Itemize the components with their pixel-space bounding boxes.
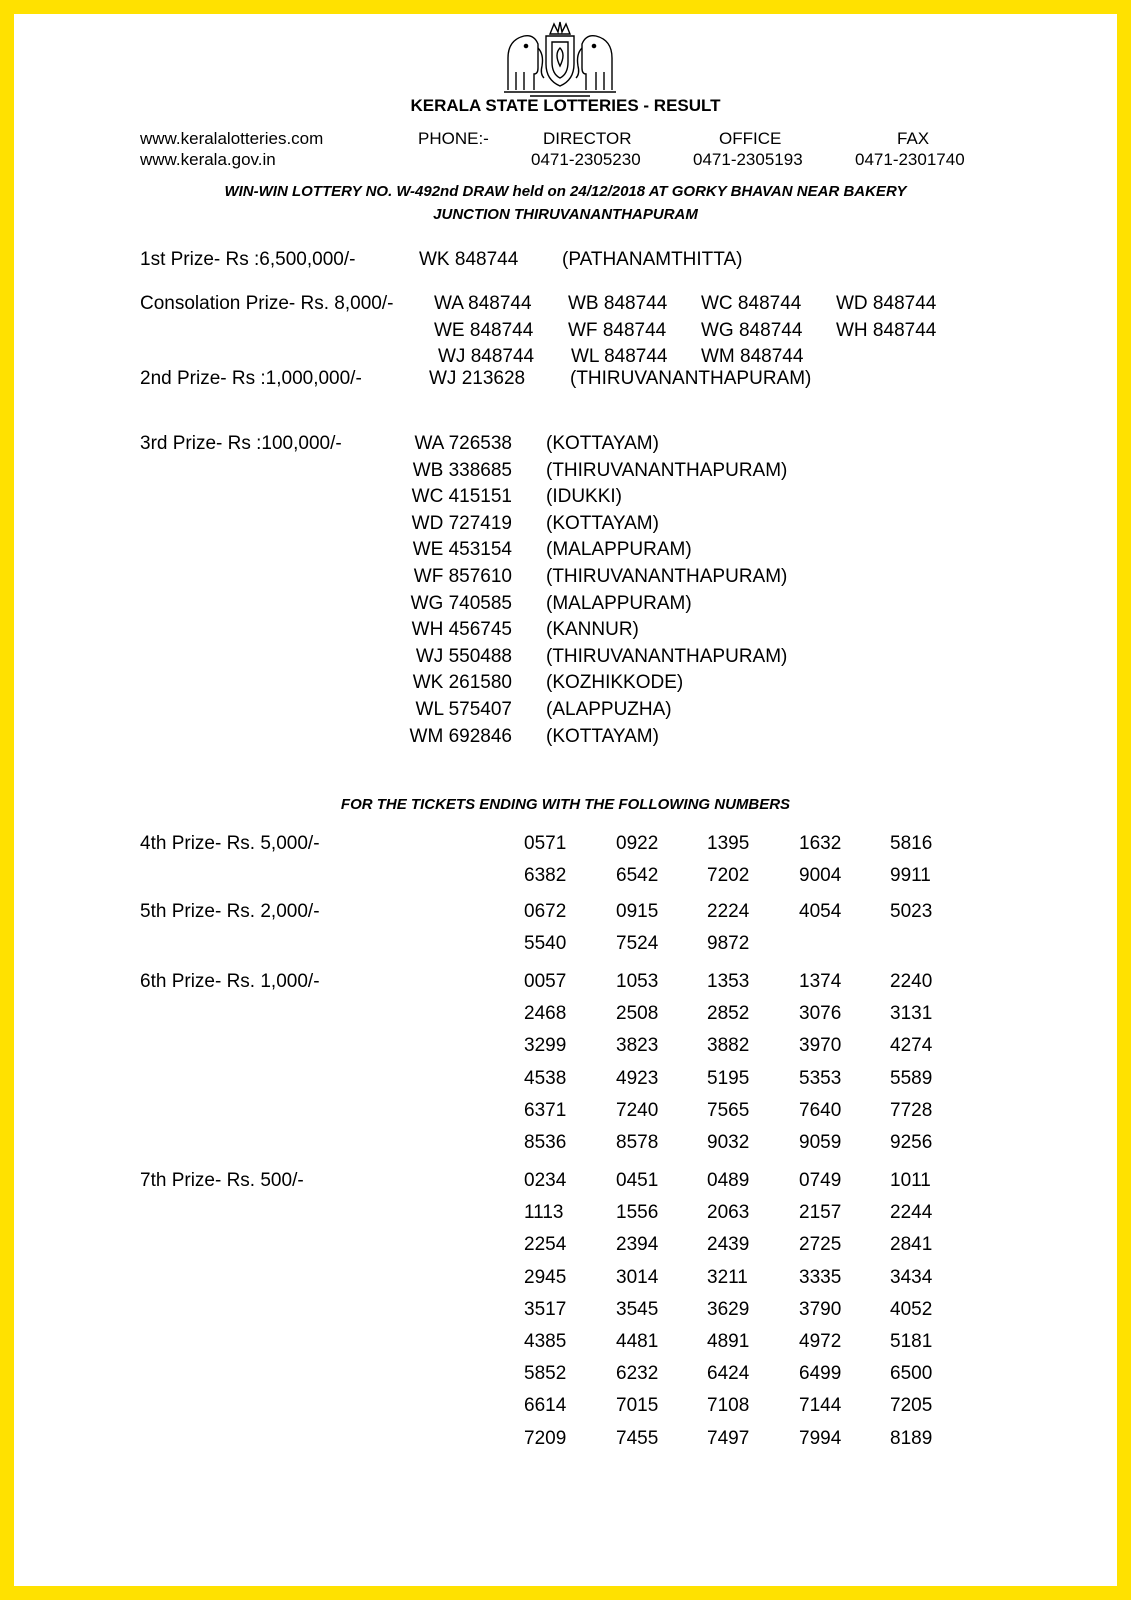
ending-number: 1632 xyxy=(799,833,842,854)
third-prize-ticket: WF 857610 xyxy=(413,566,512,587)
ending-number: 8189 xyxy=(890,1427,933,1449)
kerala-state-emblem xyxy=(500,18,620,98)
ending-number: 4052 xyxy=(890,1298,933,1320)
ending-number: 3299 xyxy=(524,1035,567,1057)
ending-number: 3545 xyxy=(616,1298,659,1320)
ending-number: 4274 xyxy=(890,1035,933,1057)
ending-number: 9059 xyxy=(799,1132,842,1153)
ending-number: 2439 xyxy=(707,1234,750,1256)
second-prize-place: (THIRUVANANTHAPURAM) xyxy=(570,368,812,389)
sixth-prize-label: 6th Prize- Rs. 1,000/- xyxy=(140,971,320,992)
ending-number: 4891 xyxy=(707,1331,750,1352)
ending-number: 9256 xyxy=(890,1132,933,1153)
ending-number: 0922 xyxy=(616,833,659,854)
third-prize-place: (MALAPPURAM) xyxy=(546,592,692,614)
ending-number: 0489 xyxy=(707,1170,750,1191)
ending-number: 7524 xyxy=(616,933,659,955)
ending-number: 3211 xyxy=(707,1266,748,1288)
ending-number: 6232 xyxy=(616,1363,659,1385)
consolation-ticket: WA 848744 xyxy=(434,293,532,314)
draw-info-line2: JUNCTION THIRUVANANTHAPURAM xyxy=(433,206,698,223)
ending-number: 4054 xyxy=(799,901,842,922)
ending-number: 7994 xyxy=(799,1427,842,1449)
ending-number: 4972 xyxy=(799,1331,842,1352)
ending-number: 2240 xyxy=(890,971,933,992)
ending-number: 8578 xyxy=(616,1132,659,1153)
ending-number: 5353 xyxy=(799,1067,842,1089)
ending-number: 6424 xyxy=(707,1363,750,1385)
consolation-prize-label: Consolation Prize- Rs. 8,000/- xyxy=(140,293,394,314)
ending-number: 2244 xyxy=(890,1202,933,1224)
ending-number: 7240 xyxy=(616,1099,659,1121)
ending-number: 6542 xyxy=(616,865,659,887)
third-prize-ticket: WM 692846 xyxy=(409,725,512,747)
third-prize-place: (ALAPPUZHA) xyxy=(546,699,672,720)
ending-number: 0451 xyxy=(616,1170,659,1191)
ending-number: 6614 xyxy=(524,1395,567,1417)
ending-number: 1353 xyxy=(707,971,750,992)
ending-number: 9911 xyxy=(890,865,931,887)
consolation-ticket: WD 848744 xyxy=(836,293,937,314)
third-prize-ticket: WL 575407 xyxy=(415,699,512,720)
third-prize-place: (KOTTAYAM) xyxy=(546,512,659,534)
consolation-ticket: WM 848744 xyxy=(701,346,804,367)
ending-number: 3076 xyxy=(799,1003,842,1025)
ending-number: 5023 xyxy=(890,901,933,922)
ending-number: 2852 xyxy=(707,1003,750,1025)
ending-number: 3014 xyxy=(616,1266,659,1288)
ending-number: 5181 xyxy=(890,1331,933,1352)
ending-number: 7202 xyxy=(707,865,750,887)
ending-number: 2394 xyxy=(616,1234,659,1256)
second-prize-ticket: WJ 213628 xyxy=(429,368,526,389)
ending-number: 3434 xyxy=(890,1266,933,1288)
ending-number: 2508 xyxy=(616,1003,659,1025)
consolation-ticket: WJ 848744 xyxy=(438,346,535,367)
ending-number: 6371 xyxy=(524,1099,567,1121)
fourth-prize-label: 4th Prize- Rs. 5,000/- xyxy=(140,833,320,854)
ending-number: 6500 xyxy=(890,1363,933,1385)
ending-number: 3882 xyxy=(707,1035,750,1057)
ending-number: 5816 xyxy=(890,833,933,854)
draw-info-line1: WIN-WIN LOTTERY NO. W-492nd DRAW held on 24/12/2018 AT GORKY BHAVAN NEAR BAKERY xyxy=(224,183,907,200)
ending-number: 1395 xyxy=(707,833,750,854)
ending-number: 9004 xyxy=(799,865,842,887)
ending-number: 5852 xyxy=(524,1363,567,1385)
consolation-ticket: WE 848744 xyxy=(434,320,534,341)
ending-number: 9032 xyxy=(707,1132,750,1153)
ending-number: 6499 xyxy=(799,1363,842,1385)
ending-number: 2063 xyxy=(707,1202,750,1224)
third-prize-place: (MALAPPURAM) xyxy=(546,539,692,561)
ending-number: 7015 xyxy=(616,1395,659,1417)
third-prize-ticket: WA 726538 xyxy=(414,433,512,454)
third-prize-ticket: WD 727419 xyxy=(411,512,512,534)
ending-number: 5589 xyxy=(890,1067,933,1089)
third-prize-place: (THIRUVANANTHAPURAM) xyxy=(546,566,788,587)
ending-number: 4385 xyxy=(524,1331,567,1352)
ending-number: 3790 xyxy=(799,1298,842,1320)
ending-number: 6382 xyxy=(524,865,567,887)
third-prize-place: (KOTTAYAM) xyxy=(546,725,659,747)
fax-label: FAX xyxy=(897,129,930,148)
ending-number: 2157 xyxy=(799,1202,842,1224)
third-prize-ticket: WG 740585 xyxy=(410,592,512,614)
website-link-lotteries[interactable]: www.keralalotteries.com xyxy=(140,129,324,148)
ending-number: 7455 xyxy=(616,1427,659,1449)
office-label: OFFICE xyxy=(719,129,782,148)
third-prize-place: (THIRUVANANTHAPURAM) xyxy=(546,459,788,481)
office-phone: 0471-2305193 xyxy=(693,150,803,169)
consolation-ticket: WB 848744 xyxy=(568,293,668,314)
website-link-gov[interactable]: www.kerala.gov.in xyxy=(140,150,276,169)
third-prize-ticket: WC 415151 xyxy=(411,486,512,508)
ending-numbers-heading: FOR THE TICKETS ENDING WITH THE FOLLOWING NUMBERS xyxy=(340,796,791,813)
third-prize-label: 3rd Prize- Rs :100,000/- xyxy=(140,433,342,454)
ending-number: 9872 xyxy=(707,933,750,955)
ending-number: 4538 xyxy=(524,1067,567,1089)
director-label: DIRECTOR xyxy=(543,129,632,148)
ending-number: 4923 xyxy=(616,1067,659,1089)
ending-number: 0672 xyxy=(524,901,567,922)
ending-number: 7728 xyxy=(890,1099,933,1121)
third-prize-ticket: WK 261580 xyxy=(412,672,512,694)
first-prize-label: 1st Prize- Rs :6,500,000/- xyxy=(140,249,356,270)
ending-number: 1556 xyxy=(616,1202,659,1224)
ending-number: 7144 xyxy=(799,1395,842,1417)
consolation-ticket: WC 848744 xyxy=(701,293,802,314)
ending-number: 7209 xyxy=(524,1427,567,1449)
ending-number: 0057 xyxy=(524,971,567,992)
ending-number: 1113 xyxy=(524,1202,564,1224)
ending-number: 2841 xyxy=(890,1234,933,1256)
third-prize-place: (KOTTAYAM) xyxy=(546,433,659,454)
third-prize-ticket: WB 338685 xyxy=(412,459,512,481)
consolation-ticket: WL 848744 xyxy=(571,346,668,367)
ending-number: 7565 xyxy=(707,1099,750,1121)
ending-number: 3629 xyxy=(707,1298,750,1320)
ending-number: 7108 xyxy=(707,1395,750,1417)
page-title: KERALA STATE LOTTERIES - RESULT xyxy=(410,96,721,115)
director-phone: 0471-2305230 xyxy=(531,150,641,169)
third-prize-place: (KOZHIKKODE) xyxy=(546,672,684,694)
ending-number: 3970 xyxy=(799,1035,842,1057)
ending-number: 0915 xyxy=(616,901,659,922)
ending-number: 2945 xyxy=(524,1266,567,1288)
consolation-ticket: WF 848744 xyxy=(568,320,667,341)
first-prize-ticket: WK 848744 xyxy=(419,249,519,270)
ending-number: 0571 xyxy=(524,833,567,854)
third-prize-ticket: WH 456745 xyxy=(411,619,512,641)
third-prize-place: (IDUKKI) xyxy=(546,486,622,508)
ending-number: 7497 xyxy=(707,1427,750,1449)
third-prize-ticket: WE 453154 xyxy=(412,539,512,561)
ending-number: 0234 xyxy=(524,1170,567,1191)
ending-number: 7640 xyxy=(799,1099,842,1121)
ending-number: 0749 xyxy=(799,1170,842,1191)
third-prize-place: (KANNUR) xyxy=(546,619,639,641)
consolation-ticket: WG 848744 xyxy=(701,320,803,341)
ending-number: 5195 xyxy=(707,1067,750,1089)
phone-label: PHONE:- xyxy=(418,129,489,148)
ending-number: 7205 xyxy=(890,1395,933,1417)
consolation-ticket: WH 848744 xyxy=(836,320,937,341)
ending-number: 8536 xyxy=(524,1132,567,1153)
third-prize-ticket: WJ 550488 xyxy=(415,645,512,667)
third-prize-place: (THIRUVANANTHAPURAM) xyxy=(546,645,788,667)
ending-number: 1053 xyxy=(616,971,659,992)
ending-number: 2725 xyxy=(799,1234,842,1256)
ending-number: 3823 xyxy=(616,1035,659,1057)
ending-number: 3335 xyxy=(799,1266,842,1288)
ending-number: 3131 xyxy=(890,1003,933,1025)
seventh-prize-label: 7th Prize- Rs. 500/- xyxy=(140,1170,304,1191)
ending-number: 3517 xyxy=(524,1298,567,1320)
fifth-prize-label: 5th Prize- Rs. 2,000/- xyxy=(140,901,320,922)
first-prize-place: (PATHANAMTHITTA) xyxy=(562,249,743,270)
ending-number: 2468 xyxy=(524,1003,567,1025)
ending-number: 5540 xyxy=(524,933,567,955)
ending-number: 2224 xyxy=(707,901,750,922)
fax-number: 0471-2301740 xyxy=(855,150,965,169)
ending-number: 1374 xyxy=(799,971,842,992)
ending-number: 2254 xyxy=(524,1234,567,1256)
ending-number: 1011 xyxy=(890,1170,931,1191)
second-prize-label: 2nd Prize- Rs :1,000,000/- xyxy=(140,368,362,389)
ending-number: 4481 xyxy=(616,1331,659,1352)
